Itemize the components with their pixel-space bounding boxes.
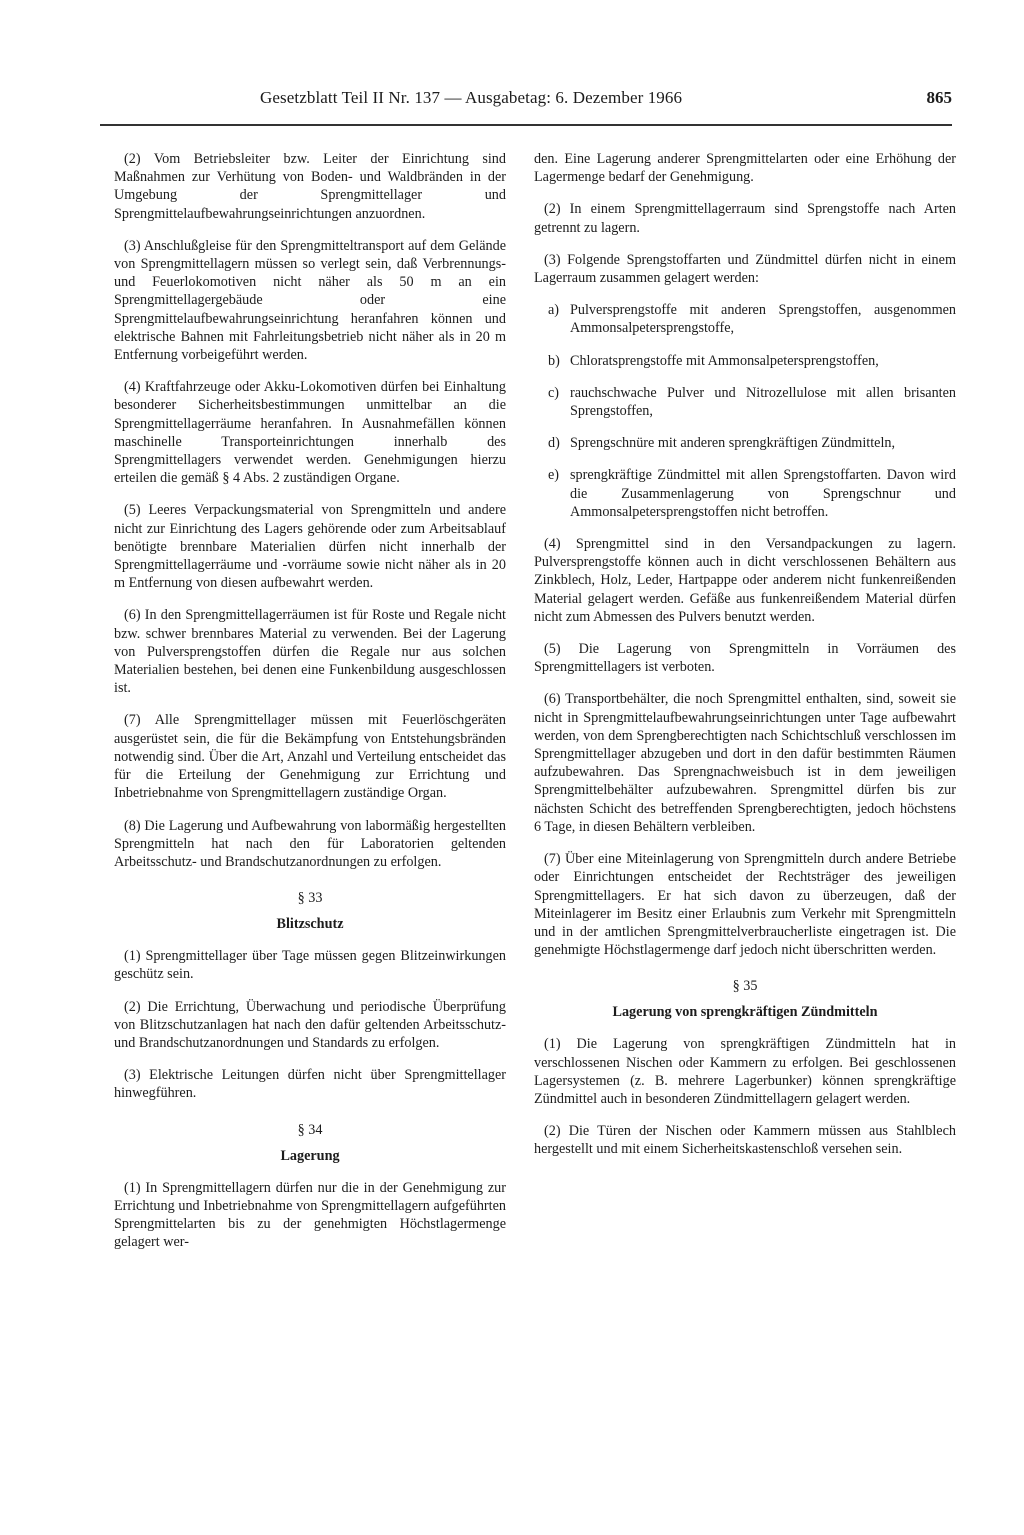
- list-item-text: rauchschwache Pulver und Nitrozellulose mit allen brisanten Sprengstoffen,: [570, 384, 956, 420]
- list-item-marker: c): [548, 384, 560, 401]
- paragraph-34-1-continued: den. Eine Lagerung anderer Sprengmittelarten oder eine Erhöhung der Lagermenge bedarf der Genehmigung.: [534, 151, 956, 186]
- section-33-number: § 33: [297, 890, 323, 907]
- right-column: [534, 150, 956, 1173]
- paragraph-32-7: (7) Alle Sprengmittellager müssen mit Feuerlöschgeräten ausgerüstet sein, die für die Bekämpfung von Entstehungsbränden notwendig sind. Über die Art, Anzahl und Verteilung entscheidet das für die Erteilung der Genehmigung zur Errichtung und Inbetriebnahme von Sprengmittellagern zuständige Organ.: [114, 712, 506, 802]
- paragraph-32-4: (4) Kraftfahrzeuge oder Akku-Lokomotiven dürfen bei Einhaltung besonderer Sicherheitsbestimmungen unmittelbar an die Sprengmittellagerräume heranfahren. In Ausnahmefällen können maschinelle Transporteinrichtungen innerhalb des Sprengmittellagers verwendet werden. Genehmigungen hierzu erteilen die gemäß § 4 Abs. 2 zuständigen Organe.: [114, 379, 506, 487]
- list-item-text: sprengkräftige Zündmittel mit allen Sprengstoffarten. Davon wird die Zusammenlagerung von Sprengschnur und Ammonsalpetersprengstoffen nicht betroffen.: [570, 467, 956, 520]
- paragraph-34-3: (3) Folgende Sprengstoffarten und Zündmittel dürfen nicht in einem Lagerraum zusammen gelagert werden:: [534, 251, 956, 287]
- header-title: Gesetzblatt Teil II Nr. 137 — Ausgabetag: 6. Dezember 1966: [260, 88, 683, 107]
- list-item-marker: b): [548, 352, 560, 369]
- paragraph-33-1: (1) Sprengmittellager über Tage müssen gegen Blitzeinwirkungen geschütz sein.: [114, 948, 506, 983]
- list-item: [534, 466, 956, 521]
- paragraph-35-1: (1) Die Lagerung von sprengkräftigen Zündmitteln hat in verschlossenen Nischen oder Kammern zu erfolgen. Bei geschlossenen Lagersystemen (z. B. mehrere Lagerbunker) können sprengkräftige Zündmittel auch in besonderen Zündmittellagern gelagert werden.: [534, 1036, 956, 1107]
- list-item-text: Pulversprengstoffe mit anderen Sprengstoffen, ausgenommen Ammonsalpetersprengstoffe,: [570, 302, 956, 337]
- section-35-number: § 35: [732, 978, 758, 995]
- list-item: [534, 352, 956, 370]
- list-item-text: Chloratsprengstoffe mit Ammonsalpetersprengstoffen,: [570, 352, 879, 369]
- paragraph-33-2: (2) Die Errichtung, Überwachung und periodische Überprüfung von Blitzschutzanlagen hat nach den dafür geltenden Arbeitsschutz- und Brandschutzanordnungen und Standards zu erfolgen.: [114, 998, 506, 1051]
- paragraph-34-6: (6) Transportbehälter, die noch Sprengmittel enthalten, sind, soweit sie nicht in Sprengmittelaufbewahrungseinrichtungen unter Tage aufbewahrt werden, von dem Sprengberechtigten nach Schichtschluß verschlossen im Sprengmittellager abzugeben und dort in den dafür bestimmten Räumen aufzubewahren. Das Sprengnachweisbuch ist in dem jeweiligen Sprengmittelbehälter aufzubewahren. Sprengmittel dürfen bis zur nächsten Schicht des betreffenden Sprengberechtigten, jedoch höchstens 6 Tage, in diesen Behältern verbleiben.: [534, 691, 956, 835]
- list-item: [534, 434, 956, 452]
- paragraph-34-1: (1) In Sprengmittellagern dürfen nur die in der Genehmigung zur Errichtung und Inbetriebnahme von Sprengmittellagern aufgeführten Sprengmittelarten bis zu der genehmigten Höchstlagermenge gelagert wer-: [114, 1179, 506, 1251]
- paragraph-32-6: (6) In den Sprengmittellagerräumen ist für Roste und Regale nicht bzw. schwer brennbares Material zu verwenden. Bei der Lagerung von Pulversprengstoffen dürfen die Regale nur aus solchen Materialien bestehen, bei denen eine Funkenbildung ausgeschlossen ist.: [114, 607, 506, 697]
- paragraph-32-8: (8) Die Lagerung und Aufbewahrung von labormäßig hergestellten Sprengmitteln hat nach den für Laboratorien geltenden Arbeitsschutz- und Brandschutzanordnungen zu erfolgen.: [114, 817, 506, 870]
- section-33-title: Blitzschutz: [276, 916, 344, 933]
- paragraph-34-5: (5) Die Lagerung von Sprengmitteln in Vorräumen des Sprengmittellagers ist verboten.: [534, 641, 956, 676]
- list-item: [534, 301, 956, 337]
- left-column: [114, 150, 506, 1265]
- paragraph-32-3: (3) Anschlußgleise für den Sprengmitteltransport auf dem Gelände von Sprengmittellagern müssen so verlegt sein, daß Verbrennungs- und Feuerlokomotiven nicht näher als 50 m an ein Sprengmittellagergebäude oder eine Sprengmittelaufbewahrungseinrichtung heranfahren können und elektrische Bahnen mit Fahrleitungsbetrieb nicht näher als in 20 m Entfernung vorbeigeführt werden.: [114, 237, 506, 364]
- paragraph-35-2: (2) Die Türen der Nischen oder Kammern müssen aus Stahlblech hergestellt und mit einem Sicherheitskastenschloß versehen sein.: [534, 1123, 956, 1158]
- section-34-title: Lagerung: [280, 1147, 340, 1164]
- header-rule: [100, 124, 952, 126]
- page-header: [232, 88, 952, 114]
- section-35-title: Lagerung von sprengkräftigen Zündmitteln: [612, 1004, 878, 1021]
- page-number: 865: [926, 88, 952, 107]
- paragraph-34-4: (4) Sprengmittel sind in den Versandpackungen zu lagern. Pulversprengstoffe können auch in dicht verschlossenen Behältern aus Zinkblech, Holz, Leder, Hartpappe oder anderem nicht funkenreißenden Material gelagert werden. Gefäße aus funkenreißendem Material dürfen nicht zum Abmessen des Pulvers benutzt werden.: [534, 536, 956, 625]
- paragraph-34-7: (7) Über eine Miteinlagerung von Sprengmitteln durch andere Betriebe oder Einrichtungen entscheidet der Rechtsträger des jeweiligen Sprengmittellagers. Er hat sich davon zu überzeugen, daß der Miteinlagerer im Besitz einer Erlaubnis zum Verkehr mit Sprengmitteln und in der amtlichen Sprengmittelverbraucherliste eingetragen ist. Die genehmigte Höchstlagermenge darf jedoch nicht überschritten werden.: [534, 851, 956, 959]
- list-item: [534, 384, 956, 420]
- list-item-marker: a): [548, 302, 560, 319]
- paragraph-32-5: (5) Leeres Verpackungsmaterial von Sprengmitteln und andere nicht zur Einrichtung des Lagers gehörende oder zum Arbeitsablauf benötigte brennbare Materialien dürfen nicht innerhalb der Sprengmittellagerräume und -vorräume sowie nicht näher als in 20 m Entfernung von diesen aufbewahrt werden.: [114, 502, 506, 592]
- paragraph-33-3: (3) Elektrische Leitungen dürfen nicht über Sprengmittellager hinwegführen.: [114, 1067, 506, 1102]
- list-item-marker: d): [548, 435, 560, 452]
- list-item-marker: e): [548, 467, 560, 484]
- paragraph-32-2: (2) Vom Betriebsleiter bzw. Leiter der Einrichtung sind Maßnahmen zur Verhütung von Boden- und Waldbränden in der Umgebung der Sprengmittellager und Sprengmittelaufbewahrungseinrichtungen anzuordnen.: [114, 151, 506, 222]
- list-item-text: Sprengschnüre mit anderen sprengkräftigen Zündmitteln,: [570, 435, 896, 452]
- paragraph-34-2: (2) In einem Sprengmittellagerraum sind Sprengstoffe nach Arten getrennt zu lagern.: [534, 201, 956, 236]
- section-34-number: § 34: [297, 1121, 323, 1138]
